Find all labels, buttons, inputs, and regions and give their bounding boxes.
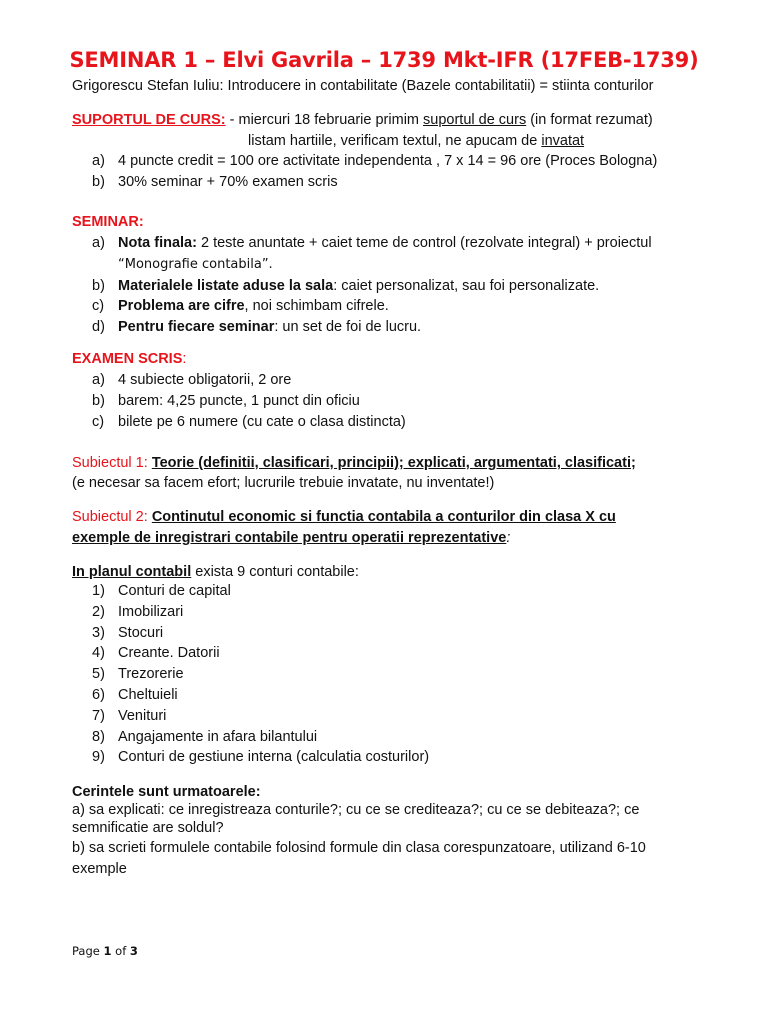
list-marker: c) — [92, 298, 105, 315]
plan-intro-rest: exista 9 conturi contabile: — [191, 564, 359, 580]
list-marker: b) — [92, 277, 105, 294]
subiect2-line-1 — [72, 507, 616, 527]
list-item — [92, 276, 652, 297]
subiect2-line-2 — [72, 528, 510, 548]
list-item-text: Trezorerie — [118, 666, 184, 683]
examen-list — [92, 370, 406, 432]
list-item-text: Creante. Datorii — [118, 645, 220, 662]
list-marker: 2) — [92, 603, 105, 620]
subiect2-colon: : — [506, 530, 511, 546]
list-item-text: 2 teste anuntate + caiet teme de control (rezolvate integral) + proiectul — [196, 235, 652, 251]
list-marker: 3) — [92, 624, 105, 641]
list-marker: 8) — [92, 728, 105, 745]
plan-intro-underlined: In planul contabil — [72, 564, 192, 580]
list-item — [92, 581, 429, 602]
list-item-text: Angajamente in afara bilantului — [118, 728, 318, 745]
cerinte-b-line1: b) sa scrieti formulele contabile folosind formule din clasa corespunzatoare, utilizand 6-10 — [72, 840, 646, 856]
suport-line1-post: (in format rezumat) — [526, 112, 653, 128]
subiect2-title-line2: exemple de inregistrari contabile pentru operatii reprezentative — [72, 530, 507, 546]
plan-intro — [72, 562, 359, 582]
list-item — [92, 296, 652, 317]
examen-heading-colon: : — [182, 351, 187, 367]
list-marker: 5) — [92, 666, 105, 683]
subiect1-line — [72, 453, 636, 473]
footer-total-pages: 3 — [129, 944, 138, 958]
list-marker: b) — [92, 392, 105, 409]
list-item — [92, 151, 657, 172]
list-item-continuation — [92, 254, 652, 276]
examen-heading: EXAMEN SCRIS — [72, 351, 183, 367]
list-marker: a) — [92, 372, 105, 388]
list-item-bold: Nota finala: — [118, 235, 197, 251]
examen-heading-line — [72, 349, 186, 369]
list-item-text: Conturi de capital — [118, 583, 231, 599]
page-footer — [72, 944, 138, 958]
list-item — [92, 643, 429, 664]
seminar-list — [92, 233, 652, 338]
subiect2-title-line1: Continutul economic si functia contabila a conturilor din clasa X cu — [151, 509, 616, 525]
list-item-text: Imobilizari — [118, 603, 184, 620]
list-marker: 4) — [92, 645, 105, 662]
cerinte-b-line2: exemple — [72, 861, 127, 877]
list-item-text: : caiet personalizat, sau foi personalizate. — [333, 277, 600, 294]
list-item — [92, 172, 657, 193]
page-title: SEMINAR 1 – Elvi Gavrila – 1739 Mkt-IFR (17FEB-1739) — [69, 48, 699, 72]
course-subtitle: Grigorescu Stefan Iuliu: Introducere in contabilitate (Bazele contabilitatii) = stiinta conturilor — [72, 78, 654, 94]
list-marker: a) — [92, 235, 105, 251]
list-item-text: : un set de foi de lucru. — [274, 319, 422, 336]
cerinte-heading: Cerintele sunt urmatoarele: — [72, 784, 261, 800]
list-item — [92, 317, 652, 338]
list-item-text: 30% seminar + 70% examen scris — [118, 173, 338, 190]
suport-line-2 — [248, 131, 584, 151]
list-item — [92, 370, 406, 391]
list-item — [92, 391, 406, 412]
list-item — [92, 685, 429, 706]
footer-current-page: 1 — [103, 944, 112, 958]
plan-list — [92, 581, 429, 768]
list-marker: d) — [92, 319, 105, 336]
list-item — [92, 602, 429, 623]
subiect1-label: Subiectul 1: — [72, 455, 148, 471]
list-item — [92, 727, 429, 748]
list-item-text: Conturi de gestiune interna (calculatia costurilor) — [118, 749, 430, 766]
list-item-text: 4 puncte credit = 100 ore activitate independenta , 7 x 14 = 96 ore (Proces Bologna) — [118, 153, 658, 169]
list-item-text: Cheltuieli — [118, 686, 178, 703]
list-item-bold: Materialele listate aduse la sala — [118, 277, 334, 294]
list-item — [92, 623, 429, 644]
cerinte-a-line1: a) sa explicati: ce inregistreaza conturile?; cu ce se crediteaza?; cu ce se debiteaza?; ce — [72, 802, 640, 818]
footer-of-label: of — [111, 944, 130, 958]
monografie-title: “Monografie contabila”. — [118, 256, 273, 272]
list-item — [92, 747, 429, 768]
list-item-text: 4 subiecte obligatorii, 2 ore — [118, 372, 292, 388]
suport-line1-underlined: suportul de curs — [423, 112, 527, 128]
suport-line1-pre: - miercuri 18 februarie primim — [225, 112, 424, 128]
list-item-text: Stocuri — [118, 624, 164, 641]
list-marker: c) — [92, 413, 105, 430]
list-item — [92, 706, 429, 727]
list-marker: 9) — [92, 749, 105, 766]
cerinte-a-line2: semnificatie are soldul? — [72, 820, 224, 836]
list-item-text: , noi schimbam cifrele. — [244, 298, 389, 315]
list-marker: b) — [92, 173, 105, 190]
subiect2-label: Subiectul 2: — [72, 509, 148, 525]
list-marker: a) — [92, 153, 105, 169]
suport-line2-underlined: invatat — [541, 133, 585, 149]
suport-line-1 — [72, 110, 653, 130]
list-item-text: barem: 4,25 puncte, 1 punct din oficiu — [118, 392, 360, 409]
list-item — [92, 233, 652, 254]
list-marker: 7) — [92, 707, 105, 724]
footer-page-label: Page — [72, 944, 104, 958]
list-item-bold: Pentru fiecare seminar — [118, 319, 275, 336]
list-marker: 6) — [92, 686, 105, 703]
seminar-heading: SEMINAR: — [72, 214, 144, 230]
subiect1-semicolon: ; — [630, 455, 636, 471]
subiect1-note: (e necesar sa facem efort; lucrurile trebuie invatate, nu inventate!) — [72, 475, 495, 491]
subiect1-title: Teorie (definitii, clasificari, principii); explicati, argumentati, clasificati — [151, 455, 631, 471]
suport-heading: SUPORTUL DE CURS: — [72, 112, 226, 128]
list-marker: 1) — [92, 583, 105, 599]
list-item-text: Venituri — [118, 707, 167, 724]
list-item — [92, 412, 406, 433]
suport-list — [92, 151, 657, 193]
list-item — [92, 664, 429, 685]
suport-line2-pre: listam hartiile, verificam textul, ne apucam de — [248, 133, 542, 149]
list-item-bold: Problema are cifre — [118, 298, 245, 315]
list-item-text: bilete pe 6 numere (cu cate o clasa distincta) — [118, 413, 406, 430]
